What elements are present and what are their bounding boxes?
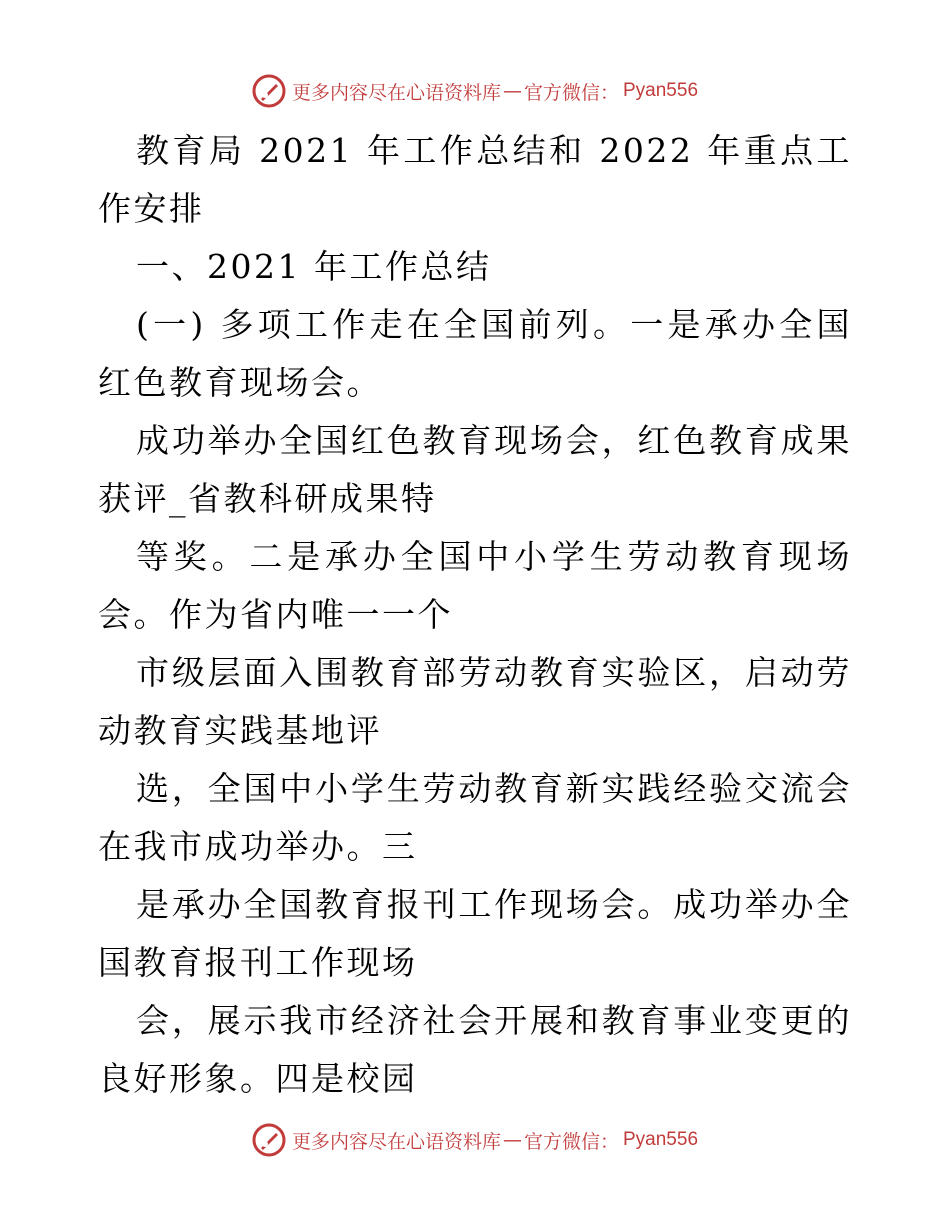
document-title: 教育局 2021 年工作总结和 2022 年重点工作安排	[98, 131, 852, 228]
watermark-header	[0, 71, 950, 111]
watermark-text: 更多内容尽在心语资料库	[291, 1130, 501, 1153]
paragraph: 会，展示我市经济社会开展和教育事业变更的良好形象。四是校园	[98, 1001, 852, 1098]
quill-pen-logo-icon	[252, 1123, 286, 1157]
watermark-label: 官方微信：	[523, 81, 619, 104]
watermark-id: Pyan556	[623, 1129, 699, 1150]
paragraph: 选，全国中小学生劳动教育新实践经验交流会在我市成功举办。三	[98, 769, 852, 866]
paragraph: 成功举办全国红色教育现场会，红色教育成果获评_省教科研成果特	[98, 421, 852, 518]
document-body	[98, 122, 852, 1108]
watermark-separator: —	[502, 1129, 522, 1151]
watermark-text: 更多内容尽在心语资料库	[291, 81, 501, 104]
watermark-separator: —	[502, 80, 522, 102]
paragraph: 等奖。二是承办全国中小学生劳动教育现场会。作为省内唯一一个	[98, 537, 852, 634]
section-heading: 一、2021 年工作总结	[136, 247, 492, 286]
watermark-footer	[0, 1120, 950, 1160]
paragraph: 市级层面入围教育部劳动教育实验区，启动劳动教育实践基地评	[98, 653, 852, 750]
paragraph: (一) 多项工作走在全国前列。一是承办全国红色教育现场会。	[98, 305, 852, 402]
quill-pen-logo-icon	[252, 74, 286, 108]
watermark-id: Pyan556	[623, 80, 699, 101]
paragraph: 是承办全国教育报刊工作现场会。成功举办全国教育报刊工作现场	[98, 885, 852, 982]
watermark-label: 官方微信：	[523, 1130, 619, 1153]
